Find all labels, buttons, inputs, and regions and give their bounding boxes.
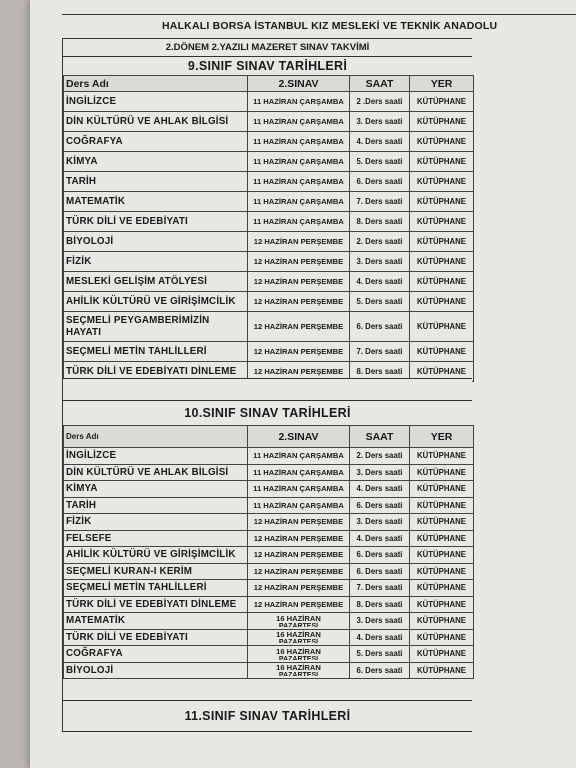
table-row <box>64 112 474 132</box>
lesson-name <box>64 192 248 212</box>
exam-date-text: 11 HAZİRAN ÇARŞAMBA <box>253 467 344 477</box>
exam-time <box>350 481 410 498</box>
exam-place <box>410 580 474 597</box>
table-row <box>64 312 474 342</box>
exam-time-text: 6. Ders saati <box>356 550 403 560</box>
lesson-name-text: MATEMATİK <box>66 615 126 627</box>
exam-time-text: 8. Ders saati <box>356 367 403 376</box>
exam-place <box>410 547 474 564</box>
exam-time-text: 6. Ders saati <box>356 500 403 510</box>
spacer-row <box>63 679 472 701</box>
lesson-name <box>64 497 248 514</box>
table-row <box>64 481 474 498</box>
header-place: YER <box>410 76 474 92</box>
header-place: YER <box>410 426 474 448</box>
lesson-name-text: TÜRK DİLİ VE EDEBİYATI <box>66 631 188 643</box>
exam-time <box>350 212 410 232</box>
grade9-title: 9.SINIF SINAV TARİHLERİ <box>187 59 348 73</box>
lesson-name <box>64 514 248 531</box>
exam-place <box>410 212 474 232</box>
exam-place-text: KÜTÜPHANE <box>417 97 466 106</box>
lesson-name-text: TÜRK DİLİ VE EDEBİYATI <box>66 216 188 227</box>
exam-date-text: 11 HAZİRAN ÇARŞAMBA <box>253 484 344 494</box>
lesson-name <box>64 464 248 481</box>
exam-time-text: 3. Ders saati <box>356 467 403 477</box>
exam-place-text: KÜTÜPHANE <box>417 137 466 146</box>
exam-time-text: 3. Ders saati <box>356 117 403 126</box>
lesson-name <box>64 580 248 597</box>
lesson-name-text: SEÇMELİ METİN TAHLİLLERİ <box>66 346 207 357</box>
exam-date <box>248 232 350 252</box>
exam-time <box>350 497 410 514</box>
lesson-name <box>64 563 248 580</box>
exam-time <box>350 646 410 663</box>
table-row <box>64 252 474 272</box>
exam-time-text: 5. Ders saati <box>356 157 403 166</box>
exam-date <box>248 172 350 192</box>
lesson-name <box>64 292 248 312</box>
exam-place <box>410 312 474 342</box>
grade9-header-row <box>64 76 474 92</box>
exam-date-text: 11 HAZİRAN ÇARŞAMBA <box>253 117 344 126</box>
exam-place <box>410 112 474 132</box>
grade10-table <box>63 425 474 679</box>
exam-place-text: KÜTÜPHANE <box>417 451 466 461</box>
grade10-header-row <box>64 426 474 448</box>
header-exam: 2.SINAV <box>248 426 350 448</box>
spacer-row <box>63 379 472 401</box>
lesson-name <box>64 252 248 272</box>
exam-time-text: 5. Ders saati <box>356 649 403 659</box>
lesson-name <box>64 92 248 112</box>
exam-place <box>410 563 474 580</box>
exam-place-text: KÜTÜPHANE <box>417 197 466 206</box>
table-row <box>64 342 474 362</box>
lesson-name-text: BİYOLOJİ <box>66 664 114 676</box>
exam-date-text: 12 HAZİRAN PERŞEMBE <box>253 322 344 331</box>
exam-place-text: KÜTÜPHANE <box>417 566 466 576</box>
table-row <box>64 464 474 481</box>
exam-date <box>248 530 350 547</box>
exam-time <box>350 448 410 465</box>
exam-place-text: KÜTÜPHANE <box>417 599 466 609</box>
exam-place <box>410 646 474 663</box>
lesson-name <box>64 481 248 498</box>
exam-time-text: 3. Ders saati <box>356 517 403 527</box>
lesson-name <box>64 448 248 465</box>
exam-time <box>350 530 410 547</box>
clipped-day-text: PAZARTESİ <box>278 672 319 677</box>
exam-place <box>410 92 474 112</box>
exam-date <box>248 448 350 465</box>
exam-time <box>350 252 410 272</box>
school-title: HALKALI BORSA İSTANBUL KIZ MESLEKİ VE TEKNİK ANADOLU <box>162 20 498 32</box>
lesson-name-text: FİZİK <box>66 256 92 267</box>
exam-time <box>350 312 410 342</box>
lesson-name-text: AHİLİK KÜLTÜRÜ VE GİRİŞİMCİLİK <box>66 549 236 561</box>
exam-time <box>350 547 410 564</box>
exam-date <box>248 646 350 663</box>
exam-date-text: 11 HAZİRAN ÇARŞAMBA <box>253 97 344 106</box>
exam-date-text: 11 HAZİRAN ÇARŞAMBA <box>253 177 344 186</box>
exam-date-text: 11 HAZİRAN ÇARŞAMBA <box>253 217 344 226</box>
exam-time-text: 3. Ders saati <box>356 616 403 626</box>
exam-date-text: 12 HAZİRAN PERŞEMBE <box>253 257 344 266</box>
table-row <box>64 497 474 514</box>
exam-time-text: 4. Ders saati <box>356 533 403 543</box>
exam-date-text: 12 HAZİRAN PERŞEMBE <box>253 566 344 576</box>
table-row <box>64 292 474 312</box>
exam-place-text: KÜTÜPHANE <box>417 257 466 266</box>
exam-date-text: 11 HAZİRAN ÇARŞAMBA <box>253 157 344 166</box>
exam-date-text: 11 HAZİRAN ÇARŞAMBA <box>253 197 344 206</box>
exam-time <box>350 232 410 252</box>
table-row <box>64 563 474 580</box>
exam-date-text: 11 HAZİRAN ÇARŞAMBA <box>253 451 344 461</box>
exam-place-text: KÜTÜPHANE <box>417 322 466 331</box>
lesson-name-text: TARİH <box>66 499 97 511</box>
table-row <box>64 172 474 192</box>
exam-time <box>350 272 410 292</box>
grade9-section <box>62 38 472 383</box>
clipped-day-text: PAZARTESİ <box>278 622 319 627</box>
exam-time-text: 6. Ders saati <box>356 177 403 186</box>
exam-place-text: KÜTÜPHANE <box>417 616 466 626</box>
exam-time-text: 7. Ders saati <box>356 583 403 593</box>
header-time: SAAT <box>350 426 410 448</box>
lesson-name-text: SEÇMELİ KURAN-I KERİM <box>66 565 193 577</box>
exam-place <box>410 448 474 465</box>
exam-time <box>350 662 410 679</box>
exam-time <box>350 464 410 481</box>
exam-date-text: 12 HAZİRAN PERŞEMBE <box>253 550 344 560</box>
exam-date-text: 12 HAZİRAN PERŞEMBE <box>253 347 344 356</box>
exam-place-text: KÜTÜPHANE <box>417 500 466 510</box>
exam-place <box>410 514 474 531</box>
exam-place-text: KÜTÜPHANE <box>417 467 466 477</box>
exam-time <box>350 152 410 172</box>
exam-date <box>248 596 350 613</box>
lesson-name-text: DİN KÜLTÜRÜ VE AHLAK BİLGİSİ <box>66 466 229 478</box>
exam-date <box>248 272 350 292</box>
lesson-name-text: TÜRK DİLİ VE EDEBİYATI DİNLEME <box>66 598 237 610</box>
lesson-name <box>64 112 248 132</box>
exam-place-text: KÜTÜPHANE <box>417 157 466 166</box>
exam-time-text: 2. Ders saati <box>356 451 403 461</box>
exam-time-text: 6. Ders saati <box>356 665 403 675</box>
exam-place <box>410 481 474 498</box>
lesson-name <box>64 613 248 630</box>
lesson-name <box>64 342 248 362</box>
exam-date <box>248 192 350 212</box>
exam-time-text: 4. Ders saati <box>356 632 403 642</box>
exam-place <box>410 232 474 252</box>
exam-date <box>248 112 350 132</box>
exam-time <box>350 629 410 646</box>
lesson-name-text: BİYOLOJİ <box>66 236 114 247</box>
exam-time <box>350 292 410 312</box>
exam-place-text: KÜTÜPHANE <box>417 550 466 560</box>
exam-date-text: 11 HAZİRAN ÇARŞAMBA <box>253 500 344 510</box>
exam-date-text: 12 HAZİRAN PERŞEMBE <box>253 533 344 543</box>
exam-date <box>248 312 350 342</box>
table-row <box>64 272 474 292</box>
exam-date <box>248 132 350 152</box>
period-title: 2.DÖNEM 2.YAZILI MAZERET SINAV TAKVİMİ <box>63 39 472 57</box>
lesson-name <box>64 547 248 564</box>
lesson-name-text: İNGİLİZCE <box>66 450 117 462</box>
exam-place <box>410 497 474 514</box>
exam-place <box>410 272 474 292</box>
exam-place-text: KÜTÜPHANE <box>417 217 466 226</box>
table-row <box>64 448 474 465</box>
lesson-name-text: FELSEFE <box>66 532 112 544</box>
grade9-table <box>63 75 474 382</box>
exam-date-text: 12 HAZİRAN PERŞEMBE <box>253 583 344 593</box>
exam-place-text: KÜTÜPHANE <box>417 347 466 356</box>
exam-date <box>248 547 350 564</box>
lesson-name-text: FİZİK <box>66 516 92 528</box>
exam-place <box>410 152 474 172</box>
exam-place-text: KÜTÜPHANE <box>417 177 466 186</box>
header-time: SAAT <box>350 76 410 92</box>
exam-time <box>350 172 410 192</box>
lesson-name <box>64 662 248 679</box>
lesson-name-text: SEÇMELİ PEYGAMBERİMİZİN HAYATI <box>66 314 210 338</box>
lesson-name-text: COĞRAFYA <box>66 648 123 660</box>
lesson-name-text: COĞRAFYA <box>66 136 123 147</box>
exam-time-text: 2. Ders saati <box>356 237 403 246</box>
exam-place-text: KÜTÜPHANE <box>417 517 466 527</box>
exam-time-text: 4. Ders saati <box>356 484 403 494</box>
exam-date <box>248 212 350 232</box>
lesson-name <box>64 530 248 547</box>
exam-date-text: 16 HAZİRAN <box>276 613 321 623</box>
exam-place <box>410 662 474 679</box>
exam-time-text: 6. Ders saati <box>356 322 403 331</box>
lesson-name-text: AHİLİK KÜLTÜRÜ VE GİRİŞİMCİLİK <box>66 296 236 307</box>
exam-time <box>350 596 410 613</box>
exam-place <box>410 464 474 481</box>
exam-place-text: KÜTÜPHANE <box>417 665 466 675</box>
table-row <box>64 596 474 613</box>
exam-date-text: 12 HAZİRAN PERŞEMBE <box>253 367 344 376</box>
lesson-name-text: KİMYA <box>66 483 98 495</box>
table-row <box>64 514 474 531</box>
exam-date-text: 12 HAZİRAN PERŞEMBE <box>253 599 344 609</box>
exam-place <box>410 172 474 192</box>
exam-date <box>248 152 350 172</box>
exam-time-text: 8. Ders saati <box>356 599 403 609</box>
exam-time-text: 4. Ders saati <box>356 137 403 146</box>
exam-date-text: 16 HAZİRAN <box>276 663 321 673</box>
lesson-name <box>64 212 248 232</box>
exam-date <box>248 342 350 362</box>
exam-place-text: KÜTÜPHANE <box>417 297 466 306</box>
exam-place <box>410 292 474 312</box>
exam-time-text: 3. Ders saati <box>356 257 403 266</box>
exam-date <box>248 481 350 498</box>
table-row <box>64 547 474 564</box>
exam-date <box>248 252 350 272</box>
table-row <box>64 580 474 597</box>
exam-place <box>410 613 474 630</box>
exam-place-text: KÜTÜPHANE <box>417 649 466 659</box>
document-page <box>30 0 576 768</box>
exam-time <box>350 132 410 152</box>
exam-time <box>350 112 410 132</box>
exam-date <box>248 92 350 112</box>
exam-place <box>410 132 474 152</box>
exam-date <box>248 580 350 597</box>
table-row <box>64 646 474 663</box>
exam-place <box>410 596 474 613</box>
exam-place-text: KÜTÜPHANE <box>417 277 466 286</box>
lesson-name <box>64 232 248 252</box>
exam-date <box>248 497 350 514</box>
exam-time <box>350 514 410 531</box>
exam-time <box>350 92 410 112</box>
exam-time <box>350 580 410 597</box>
grade10-title: 10.SINIF SINAV TARİHLERİ <box>184 406 351 420</box>
exam-date-text: 12 HAZİRAN PERŞEMBE <box>253 237 344 246</box>
exam-time-text: 7. Ders saati <box>356 347 403 356</box>
grade11-title: 11.SINIF SINAV TARİHLERİ <box>184 709 351 723</box>
exam-date-text: 12 HAZİRAN PERŞEMBE <box>253 277 344 286</box>
lesson-name-text: KİMYA <box>66 156 98 167</box>
lesson-name-text: SEÇMELİ METİN TAHLİLLERİ <box>66 582 207 594</box>
exam-date-text: 12 HAZİRAN PERŞEMBE <box>253 517 344 527</box>
top-rule <box>62 14 576 15</box>
exam-date <box>248 292 350 312</box>
exam-place <box>410 629 474 646</box>
exam-place-text: KÜTÜPHANE <box>417 583 466 593</box>
lesson-name <box>64 629 248 646</box>
exam-place <box>410 192 474 212</box>
exam-date <box>248 662 350 679</box>
exam-date-text: 16 HAZİRAN <box>276 630 321 640</box>
lesson-name <box>64 646 248 663</box>
exam-time-text: 4. Ders saati <box>356 277 403 286</box>
exam-date <box>248 464 350 481</box>
exam-place-text: KÜTÜPHANE <box>417 367 466 376</box>
table-row <box>64 212 474 232</box>
exam-date-text: 11 HAZİRAN ÇARŞAMBA <box>253 137 344 146</box>
table-row <box>64 530 474 547</box>
lesson-name-text: MESLEKİ GELİŞİM ATÖLYESİ <box>66 276 208 287</box>
exam-place <box>410 342 474 362</box>
lesson-name <box>64 132 248 152</box>
lesson-name-text: TARİH <box>66 176 97 187</box>
exam-place <box>410 252 474 272</box>
lesson-name-text: İNGİLİZCE <box>66 96 117 107</box>
exam-date-text: 12 HAZİRAN PERŞEMBE <box>253 297 344 306</box>
exam-place-text: KÜTÜPHANE <box>417 117 466 126</box>
grade10-section <box>62 378 472 732</box>
table-row <box>64 232 474 252</box>
exam-time-text: 2 .Ders saati <box>356 97 403 106</box>
exam-time-text: 6. Ders saati <box>356 566 403 576</box>
lesson-name <box>64 312 248 342</box>
lesson-name-text: DİN KÜLTÜRÜ VE AHLAK BİLGİSİ <box>66 116 229 127</box>
clipped-day-text: PAZARTESİ <box>278 655 319 660</box>
header-lesson: Ders Adı <box>64 426 248 448</box>
exam-place-text: KÜTÜPHANE <box>417 237 466 246</box>
lesson-name <box>64 596 248 613</box>
exam-date-text: 16 HAZİRAN <box>276 646 321 656</box>
exam-time-text: 5. Ders saati <box>356 297 403 306</box>
exam-time-text: 8. Ders saati <box>356 217 403 226</box>
exam-time <box>350 563 410 580</box>
exam-place-text: KÜTÜPHANE <box>417 484 466 494</box>
lesson-name <box>64 272 248 292</box>
table-row <box>64 629 474 646</box>
exam-date <box>248 514 350 531</box>
exam-place <box>410 530 474 547</box>
exam-time-text: 7. Ders saati <box>356 197 403 206</box>
table-row <box>64 152 474 172</box>
header-exam: 2.SINAV <box>248 76 350 92</box>
lesson-name <box>64 172 248 192</box>
table-row <box>64 613 474 630</box>
exam-time <box>350 342 410 362</box>
table-row <box>64 662 474 679</box>
exam-date <box>248 629 350 646</box>
exam-place-text: KÜTÜPHANE <box>417 632 466 642</box>
lesson-name-text: TÜRK DİLİ VE EDEBİYATI DİNLEME <box>66 366 237 377</box>
exam-time <box>350 192 410 212</box>
exam-place-text: KÜTÜPHANE <box>417 533 466 543</box>
lesson-name <box>64 152 248 172</box>
clipped-day-text: PAZARTESİ <box>278 639 319 644</box>
table-row <box>64 132 474 152</box>
table-row <box>64 192 474 212</box>
header-lesson: Ders Adı <box>64 76 248 92</box>
exam-time <box>350 613 410 630</box>
lesson-name-text: MATEMATİK <box>66 196 126 207</box>
table-row <box>64 92 474 112</box>
exam-date <box>248 563 350 580</box>
exam-date <box>248 613 350 630</box>
